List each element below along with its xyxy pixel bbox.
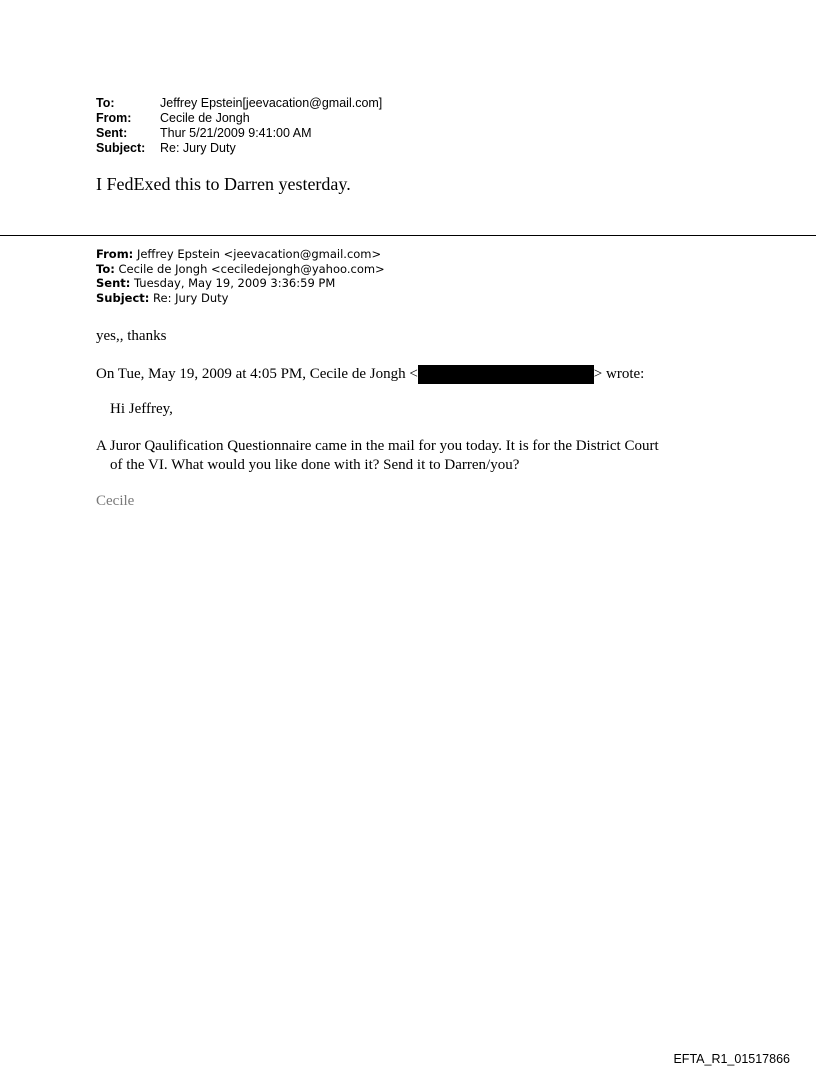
paragraph-line-1: A Juror Qaulification Questionnaire came in the mail for you today. It is for the District Court — [96, 438, 659, 454]
quoted-subject-row — [96, 291, 385, 306]
subject-label: Subject: — [96, 141, 146, 155]
attribution-line — [96, 365, 644, 384]
from-row — [96, 111, 382, 126]
to-value: Jeffrey Epstein[jeevacation@gmail.com] — [160, 96, 383, 110]
quoted-sent-label: Sent: — [96, 276, 131, 290]
quoted-from-value: Jeffrey Epstein <jeevacation@gmail.com> — [136, 247, 382, 261]
divider — [0, 235, 816, 236]
quoted-from-label: From: — [96, 247, 134, 261]
sent-row — [96, 126, 382, 141]
greeting: Hi Jeffrey, — [110, 401, 173, 417]
reply-body: I FedExed this to Darren yesterday. — [96, 174, 351, 194]
quoted-header — [96, 247, 385, 305]
quoted-to-row — [96, 262, 385, 277]
message-paragraph — [96, 437, 659, 475]
signature: Cecile — [96, 493, 135, 509]
attribution-start: On Tue, May 19, 2009 at 4:05 PM, Cecile de Jongh < — [96, 366, 418, 382]
quoted-to-value: Cecile de Jongh <ceciledejongh@yahoo.com> — [118, 261, 385, 276]
from-value: Cecile de Jongh — [160, 111, 250, 125]
sent-label: Sent: — [96, 126, 128, 140]
attribution-end: > wrote: — [593, 366, 645, 382]
sent-value: Thur 5/21/2009 9:41:00 AM — [160, 126, 312, 140]
quoted-sent-value: Tuesday, May 19, 2009 3:36:59 PM — [134, 276, 336, 290]
quoted-subject-value: Re: Jury Duty — [153, 290, 229, 305]
subject-value: Re: Jury Duty — [160, 141, 236, 155]
quoted-to-label: To: — [96, 261, 115, 276]
quoted-from-row — [96, 247, 385, 262]
to-label: To: — [96, 96, 115, 110]
redaction-box — [418, 365, 594, 384]
from-label: From: — [96, 111, 132, 125]
document-id: EFTA_R1_01517866 — [673, 1052, 790, 1066]
quoted-reply: yes,, thanks — [96, 328, 167, 344]
to-row — [96, 96, 382, 111]
email-header — [96, 96, 382, 156]
paragraph-line-2: of the VI. What would you like done with it? Send it to Darren/you? — [110, 457, 520, 473]
quoted-subject-label: Subject: — [96, 290, 150, 305]
subject-row — [96, 141, 382, 156]
quoted-sent-row — [96, 276, 385, 291]
